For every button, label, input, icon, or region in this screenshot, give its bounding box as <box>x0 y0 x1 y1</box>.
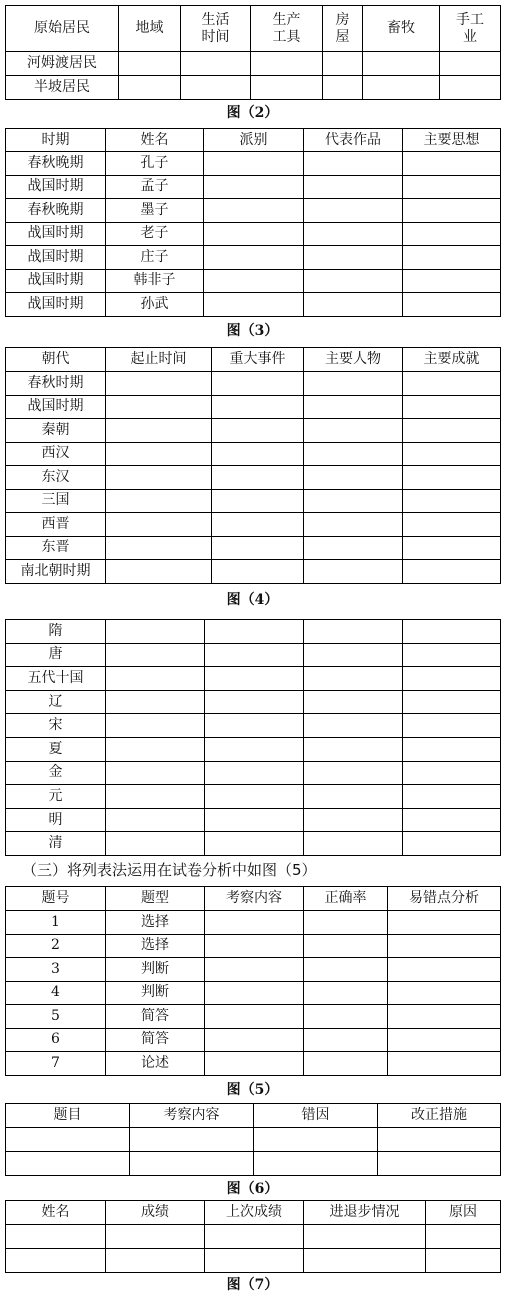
table-4-header-cell: 起止时间 <box>106 348 212 372</box>
table-6-header <box>6 1104 501 1128</box>
table-2-header <box>6 6 501 52</box>
table-2-header-cell: 生活 时间 <box>181 6 251 52</box>
table-row <box>6 643 501 667</box>
caption-3: 图（3） <box>226 323 279 339</box>
table-row <box>6 466 501 490</box>
table-row <box>6 560 501 584</box>
table-7-header-cell: 成绩 <box>106 1201 205 1225</box>
table-cell: 判断 <box>106 958 205 982</box>
table-cell: 半坡居民 <box>6 76 119 100</box>
table-cell: 战国时期 <box>6 293 106 317</box>
table-row <box>6 52 501 76</box>
caption-7: 图（7） <box>226 1277 279 1293</box>
table-row <box>6 513 501 537</box>
table-cell: 4 <box>6 981 106 1005</box>
table-cell: 战国时期 <box>6 246 106 270</box>
table-6-header-cell: 题目 <box>6 1104 130 1128</box>
table-row <box>6 1225 501 1249</box>
table-4-header-cell: 主要成就 <box>403 348 501 372</box>
table-7-header-cell: 进退步情况 <box>304 1201 426 1225</box>
table-row <box>6 489 501 513</box>
table-cell: 三国 <box>6 489 106 513</box>
table-3-header-cell: 代表作品 <box>304 129 403 152</box>
table-7-header-cell: 姓名 <box>6 1201 106 1225</box>
caption-6: 图（6） <box>226 1181 279 1197</box>
table-row <box>6 832 501 856</box>
table-row <box>6 536 501 560</box>
table-cell: 老子 <box>106 222 204 246</box>
table-4-continued <box>5 619 501 856</box>
table-row <box>6 714 501 738</box>
table-5-header-cell: 考察内容 <box>205 887 304 911</box>
table-cell: 明 <box>6 808 106 832</box>
section-3-text: （三）将列表法运用在试卷分析中如图（5） <box>22 861 317 879</box>
table-cell: 南北朝时期 <box>6 560 106 584</box>
table-cell: 判断 <box>106 981 205 1005</box>
table-row <box>6 667 501 691</box>
caption-2: 图（2） <box>226 105 279 121</box>
table-cell: 战国时期 <box>6 175 106 199</box>
table-row <box>6 981 501 1005</box>
table-cell: 东晋 <box>6 536 106 560</box>
table-6-header-cell: 错因 <box>254 1104 378 1128</box>
table-cell: 庄子 <box>106 246 204 270</box>
table-3-header-cell: 姓名 <box>106 129 204 152</box>
table-cell: 宋 <box>6 714 106 738</box>
table-7-header-cell: 上次成绩 <box>205 1201 304 1225</box>
table-2-header-cell: 地域 <box>119 6 181 52</box>
table-cell: 3 <box>6 958 106 982</box>
table-3-header-cell: 派别 <box>204 129 304 152</box>
table-cell: 战国时期 <box>6 222 106 246</box>
table-row <box>6 737 501 761</box>
table-row <box>6 419 501 443</box>
table-cell: 孟子 <box>106 175 204 199</box>
table-cell: 6 <box>6 1028 106 1052</box>
table-cell: 简答 <box>106 1005 205 1029</box>
table-cell: 墨子 <box>106 199 204 223</box>
table-cell: 简答 <box>106 1028 205 1052</box>
table-row <box>6 1005 501 1029</box>
table-cell: 孙武 <box>106 293 204 317</box>
table-row <box>6 395 501 419</box>
table-cell: 东汉 <box>6 466 106 490</box>
table-cell: 春秋晚期 <box>6 199 106 223</box>
table-cell: 5 <box>6 1005 106 1029</box>
table-6-header-cell: 考察内容 <box>130 1104 254 1128</box>
table-row <box>6 152 501 176</box>
table-row <box>6 246 501 270</box>
table-cell: 清 <box>6 832 106 856</box>
caption-4: 图（4） <box>226 592 279 608</box>
table-7-header <box>6 1201 501 1225</box>
table-cell: 2 <box>6 934 106 958</box>
table-6-header-cell: 改正措施 <box>378 1104 501 1128</box>
table-row <box>6 372 501 396</box>
table-cell: 西晋 <box>6 513 106 537</box>
table-cell: 战国时期 <box>6 395 106 419</box>
table-cell: 论述 <box>106 1052 205 1076</box>
table-3-header-cell: 主要思想 <box>403 129 501 152</box>
table-cell: 金 <box>6 761 106 785</box>
table-row <box>6 1249 501 1273</box>
table-cell: 河姆渡居民 <box>6 52 119 76</box>
table-5-header <box>6 887 501 911</box>
table-cell: 唐 <box>6 643 106 667</box>
table-row <box>6 785 501 809</box>
table-row <box>6 175 501 199</box>
table-cell: 夏 <box>6 737 106 761</box>
table-5-header-cell: 题型 <box>106 887 205 911</box>
table-row <box>6 1152 501 1176</box>
table-cell: 春秋晚期 <box>6 152 106 176</box>
table-4-header-cell: 朝代 <box>6 348 106 372</box>
table-2 <box>5 5 501 100</box>
table-7-header-cell: 原因 <box>426 1201 501 1225</box>
table-row <box>6 76 501 100</box>
table-row <box>6 808 501 832</box>
table-cell: 春秋时期 <box>6 372 106 396</box>
table-2-header-cell: 手工 业 <box>440 6 501 52</box>
table-5-header-cell: 正确率 <box>304 887 388 911</box>
caption-5: 图（5） <box>226 1082 279 1098</box>
table-row <box>6 911 501 935</box>
table-5-header-cell: 易错点分析 <box>388 887 501 911</box>
table-2-header-cell: 生产 工具 <box>251 6 323 52</box>
table-2-header-cell: 房 屋 <box>323 6 363 52</box>
table-row <box>6 199 501 223</box>
table-row <box>6 958 501 982</box>
table-row <box>6 269 501 293</box>
table-4-header-cell: 主要人物 <box>304 348 403 372</box>
table-4-header <box>6 348 501 372</box>
table-cell: 选择 <box>106 934 205 958</box>
table-2-header-cell: 原始居民 <box>6 6 119 52</box>
table-row <box>6 620 501 644</box>
table-cell: 7 <box>6 1052 106 1076</box>
table-cell: 西汉 <box>6 442 106 466</box>
table-cell: 韩非子 <box>106 269 204 293</box>
table-cell: 隋 <box>6 620 106 644</box>
table-4 <box>5 347 501 584</box>
table-cell: 辽 <box>6 690 106 714</box>
table-5-header-cell: 题号 <box>6 887 106 911</box>
table-row <box>6 293 501 317</box>
table-2-header-cell: 畜牧 <box>363 6 440 52</box>
table-6 <box>5 1103 501 1176</box>
table-cell: 战国时期 <box>6 269 106 293</box>
table-3 <box>5 128 501 317</box>
table-cell: 元 <box>6 785 106 809</box>
table-4-header-cell: 重大事件 <box>212 348 304 372</box>
table-row <box>6 442 501 466</box>
table-row <box>6 222 501 246</box>
table-row <box>6 934 501 958</box>
table-row <box>6 1052 501 1076</box>
table-row <box>6 1028 501 1052</box>
table-cell: 1 <box>6 911 106 935</box>
table-7 <box>5 1200 501 1273</box>
table-3-header <box>6 129 501 152</box>
table-cell: 五代十国 <box>6 667 106 691</box>
table-5 <box>5 886 501 1076</box>
table-cell: 孔子 <box>106 152 204 176</box>
table-row <box>6 690 501 714</box>
table-3-header-cell: 时期 <box>6 129 106 152</box>
table-row <box>6 1128 501 1152</box>
table-cell: 秦朝 <box>6 419 106 443</box>
table-cell: 选择 <box>106 911 205 935</box>
table-row <box>6 761 501 785</box>
